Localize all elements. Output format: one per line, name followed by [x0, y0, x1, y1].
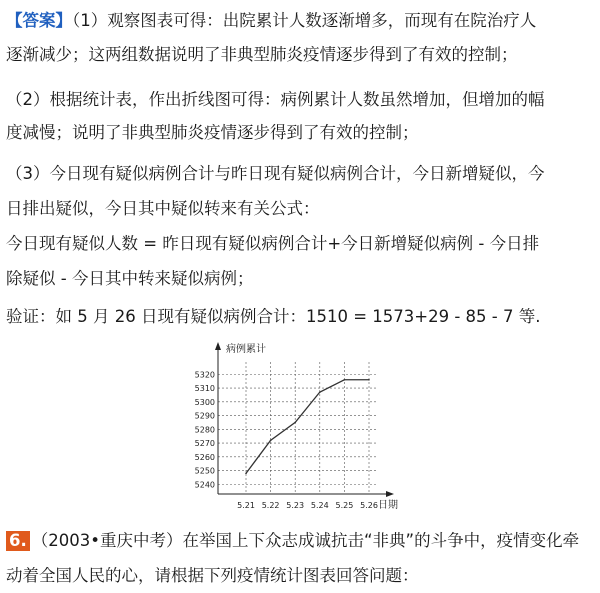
y-tick-label: 5310: [194, 384, 215, 394]
question-number-badge: 6.: [6, 531, 30, 551]
x-tick-label: 5.23: [286, 501, 305, 510]
answer-p1-line1: [6, 10, 594, 32]
answer-p2-line2: 度减慢；说明了非典型肺炎疫情逐步得到了有效的控制；: [6, 123, 419, 142]
question-line2: 动着全国人民的心，请根据下列疫情统计图表回答问题：: [6, 566, 419, 585]
x-tick-label: 5.26: [360, 501, 378, 510]
data-point: [294, 422, 296, 424]
y-tick-label: 5270: [194, 439, 215, 449]
answer-p2-line1: （2）根据统计表，作出折线图可得：病例累计人数虽然增加，但增加的幅: [6, 90, 545, 109]
answer-p1-text: （1）观察图表可得：出院累计人数逐渐增多，而现有在院治疗人: [72, 11, 537, 30]
data-point: [245, 473, 247, 475]
question-text-1: （2003•重庆中考）在举国上下众志成诚抗击“非典”的斗争中，疫情变化牵: [31, 531, 580, 550]
x-axis-arrow: [386, 491, 394, 497]
data-point: [319, 391, 321, 393]
y-tick-label: 5260: [194, 452, 215, 462]
answer-p3-line1: （3）今日现有疑似病例合计与昨日现有疑似病例合计，今日新增疑似，今: [6, 164, 545, 183]
x-tick-label: 5.22: [261, 501, 280, 510]
y-tick-label: 5240: [194, 480, 215, 490]
formula-line2: 除疑似 - 今日其中转来疑似病例；: [6, 269, 254, 288]
verify-line: 验证：如 5 月 26 日现有疑似病例合计：1510 = 1573+29 - 85 - 7 等.: [6, 307, 541, 326]
y-axis-label: 病例累计: [226, 344, 266, 355]
x-tick-label: 5.21: [237, 501, 255, 510]
answer-p1-line2: 逐渐减少；这两组数据说明了非典型肺炎疫情逐步得到了有效的控制；: [6, 45, 518, 64]
answer-tag: 【答案】: [6, 11, 72, 30]
cumulative-cases-line-chart: [190, 336, 410, 518]
y-tick-label: 5250: [194, 466, 215, 476]
series-line: [246, 380, 369, 474]
question-line1: [6, 530, 594, 552]
y-tick-label: 5290: [194, 411, 215, 421]
y-tick-label: 5320: [194, 370, 215, 380]
y-axis-arrow: [215, 342, 221, 350]
answer-p3-line2: 日排出疑似，今日其中疑似转来有关公式：: [6, 199, 320, 218]
y-tick-label: 5300: [194, 397, 215, 407]
data-point: [344, 379, 346, 381]
data-point: [368, 379, 370, 381]
data-point: [270, 440, 272, 442]
x-axis-label: 日期: [378, 500, 398, 511]
x-tick-label: 5.25: [335, 501, 354, 510]
formula-line1: 今日现有疑似人数 = 昨日现有疑似病例合计+今日新增疑似病例 - 今日排: [6, 234, 540, 253]
y-tick-label: 5280: [194, 425, 215, 435]
x-tick-label: 5.24: [310, 501, 329, 510]
